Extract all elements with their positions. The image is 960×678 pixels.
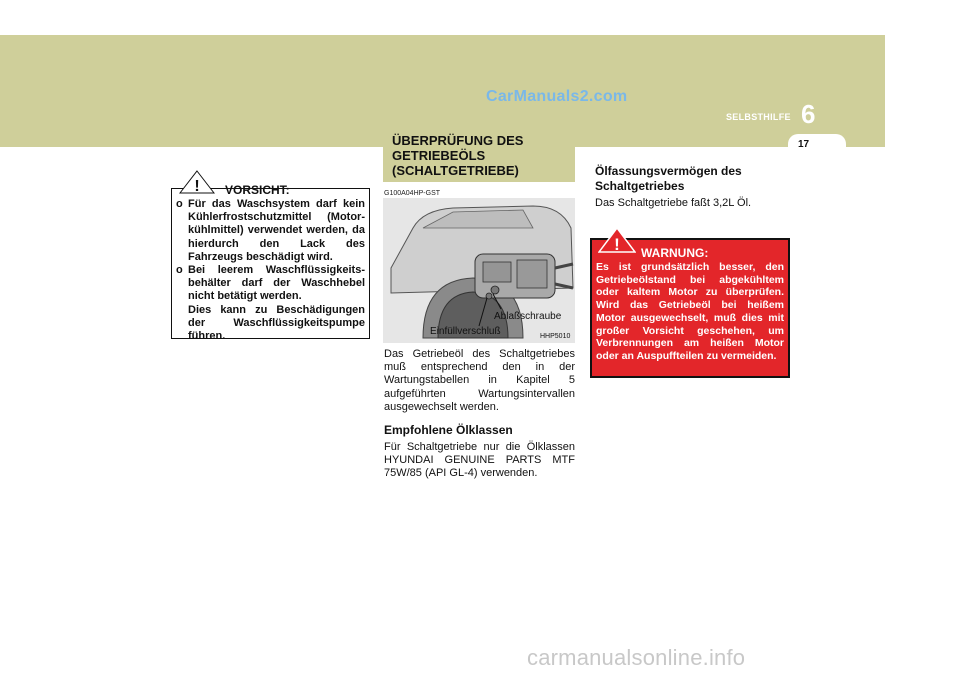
section-title [392, 133, 572, 178]
caution-title: VORSICHT: [225, 183, 290, 197]
transmission-oil-paragraph: Das Getriebeöl des Schaltgetriebes muß entsprechend den in der Wartungstabellen in Kapitel 5 aufgeführten Wartungsintervallen ausgewechselt werden. [384, 348, 575, 413]
list-bullet: o [176, 264, 183, 277]
oil-grades-paragraph: Für Schaltgetriebe nur die Ölklassen HYUNDAI GENUINE PARTS MTF 75W/85 (API GL-4) verwenden. [384, 441, 575, 480]
warning-title: WARNUNG: [641, 246, 709, 260]
oil-grades-heading: Empfohlene Ölklassen [384, 423, 513, 437]
caution-warning-icon [179, 170, 215, 194]
caution-item-text [188, 198, 365, 264]
list-bullet: o [176, 198, 183, 210]
section-title-line: ÜBERPRÜFUNG DES [392, 133, 524, 148]
caution-line: Dies kann zu Beschädigungen der Waschflüssigkeitspumpe führen. [188, 303, 365, 343]
site-watermark-link[interactable]: CarManuals2.com [486, 88, 628, 105]
chapter-label: SELBSTHILFE [726, 112, 791, 122]
caution-line: Bei leerem Waschflüssigkeits-behälter darf der Waschhebel nicht betätigt werden. [188, 264, 365, 303]
section-title-line: GETRIEBEÖLS [392, 148, 486, 163]
capacity-heading: Ölfassungsvermögen des Schaltgetriebes [595, 164, 742, 193]
figure-code: G100A04HP-GST [384, 190, 441, 197]
drain-plug-callout: Ablaßschraube [494, 311, 562, 322]
footer-watermark-link[interactable]: carmanualsonline.info [527, 645, 746, 670]
caution-line: Für das Waschsystem darf kein Kühlerfrostschutzmittel (Motor-kühlmittel) verwendet werden, da hierdurch den Lack des Fahrzeugs beschädigt wird. [188, 198, 365, 263]
section-title-line: (SCHALTGETRIEBE) [392, 163, 519, 178]
caution-item [176, 198, 365, 264]
page-number-tab [788, 134, 846, 152]
warning-triangle-icon [598, 227, 636, 253]
capacity-text: Das Schaltgetriebe faßt 3,2L Öl. [595, 197, 752, 209]
caution-item-text [188, 264, 365, 343]
figure-id: HHP5010 [540, 333, 571, 340]
warning-text: Es ist grundsätzlich besser, den Getriebeölstand bei abgekühltem oder kaltem Motor zu überprüfen. Wird das Getriebeöl bei heißem Motor ausgewechselt, muß dies mit großer Vorsicht geschehen, um Verbrennungen am heißen Motor oder an Auspuffteilen zu vermeiden. [596, 261, 784, 362]
caution-list [176, 198, 365, 343]
caution-item [176, 264, 365, 343]
fill-plug-callout: Einfüllverschluß [430, 326, 501, 337]
chapter-number: 6 [801, 99, 816, 129]
page-number: 17 [798, 139, 810, 150]
svg-text:!: ! [614, 235, 620, 253]
svg-text:!: ! [194, 178, 200, 194]
